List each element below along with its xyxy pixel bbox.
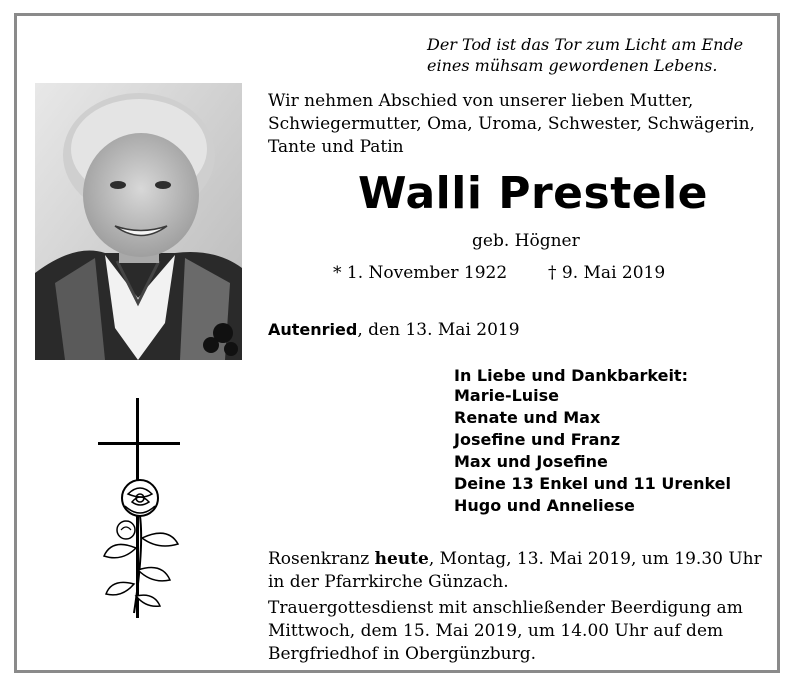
- birth-date-row: [333, 262, 507, 285]
- motto-line-1: Der Tod ist das Tor zum Licht am Ende: [427, 35, 744, 54]
- family-member: Josefine und Franz: [454, 430, 621, 449]
- motto-line-2: eines mühsam gewordenen Lebens.: [427, 56, 718, 75]
- rosary-line-1: [268, 548, 762, 571]
- place-date: [268, 318, 520, 342]
- family-heading: In Liebe und Dankbarkeit:: [454, 366, 688, 385]
- intro-line-3: Tante und Patin: [268, 137, 404, 157]
- death-cross-icon: †: [548, 263, 557, 283]
- birth-star-icon: *: [333, 263, 342, 283]
- rosary-before: Rosenkranz: [268, 549, 375, 569]
- intro-line-1: Wir nehmen Abschied von unserer lieben Mutter,: [268, 91, 694, 111]
- portrait-photo: [35, 83, 242, 360]
- place: Autenried: [268, 320, 358, 339]
- deceased-name: Walli Prestele: [358, 168, 708, 219]
- birth-name: geb. Högner: [472, 231, 580, 251]
- portrait-illustration: [35, 83, 242, 360]
- family-member: Deine 13 Enkel und 11 Urenkel: [454, 474, 732, 493]
- place-date-rest: , den 13. Mai 2019: [357, 320, 520, 340]
- rosary-bold: heute: [374, 549, 429, 569]
- death-date-row: [548, 262, 665, 285]
- rosary-after: , Montag, 13. Mai 2019, um 19.30 Uhr: [428, 549, 762, 569]
- funeral-line-3: Bergfriedhof in Obergünzburg.: [268, 644, 537, 664]
- family-member: Marie-Luise: [454, 386, 560, 405]
- death-date: 9. Mai 2019: [561, 263, 666, 283]
- rosary-line-2: in der Pfarrkirche Günzach.: [268, 572, 509, 592]
- birth-date: 1. November 1922: [346, 263, 508, 283]
- funeral-line-2: Mittwoch, dem 15. Mai 2019, um 14.00 Uhr auf dem: [268, 621, 724, 641]
- family-member: Renate und Max: [454, 408, 601, 427]
- family-member: Max und Josefine: [454, 452, 608, 471]
- intro-line-2: Schwiegermutter, Oma, Uroma, Schwester, Schwägerin,: [268, 114, 755, 134]
- funeral-line-1: Trauergottesdienst mit anschließender Beerdigung am: [268, 598, 743, 618]
- cross-rose-icon: [92, 398, 192, 618]
- family-member: Hugo und Anneliese: [454, 496, 635, 515]
